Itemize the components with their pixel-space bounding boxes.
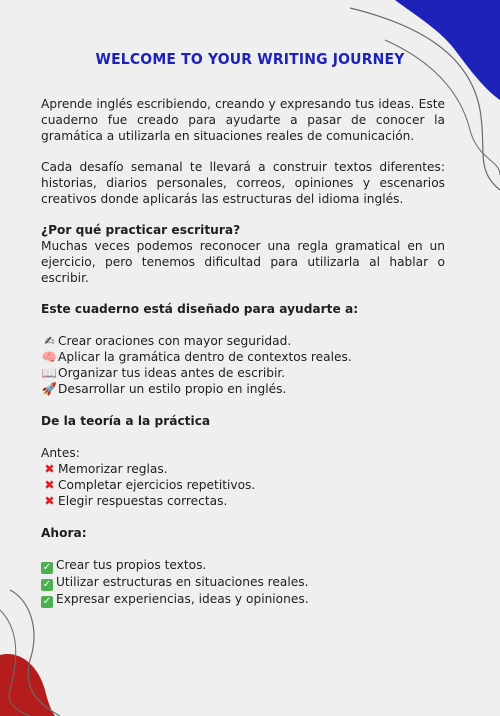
before-list: [41, 461, 445, 509]
list-item: ✖ Memorizar reglas.: [41, 461, 445, 477]
check-mark-icon: ✓: [42, 596, 52, 607]
cross-mark-icon: ✖: [44, 494, 55, 508]
list-item: 🚀Desarrollar un estilo propio en inglés.: [41, 382, 287, 396]
list-item: 📖Organizar tus ideas antes de escribir.: [41, 366, 286, 380]
benefits-list: [41, 333, 445, 397]
writing-hand-icon: ✍: [44, 334, 55, 348]
list-item: ✖ Elegir respuestas correctas.: [41, 493, 445, 509]
now-label: Ahora:: [41, 526, 87, 540]
intro-paragraph-1: Aprende inglés escribiendo, creando y expresando tus ideas. Este cuaderno fue creado para ayudarte a pasar de conocer la gramática a utilizarla en situaciones reales de comunicación.: [41, 97, 445, 143]
main-content: [41, 96, 445, 608]
list-item: ✖ Completar ejercicios repetitivos.: [41, 477, 445, 493]
check-mark-icon: ✓: [42, 562, 52, 573]
list-item: 🧠Aplicar la gramática dentro de contextos reales.: [41, 350, 352, 364]
cross-mark-icon: ✖: [44, 462, 55, 476]
why-paragraph: Muchas veces podemos reconocer una regla gramatical en un ejercicio, pero tenemos dificultad para utilizarla al hablar o escribir.: [41, 239, 445, 285]
red-corner-blob: [0, 654, 55, 716]
check-mark-icon: ✓: [42, 579, 52, 590]
rocket-icon: 🚀: [41, 382, 58, 396]
list-item: ✓ Utilizar estructuras en situaciones reales.: [42, 575, 309, 590]
list-item: ✍ Crear oraciones con mayor seguridad.: [41, 333, 445, 349]
now-list: [41, 557, 445, 608]
designed-heading: Este cuaderno está diseñado para ayudarte a:: [41, 302, 359, 316]
brain-icon: 🧠: [41, 350, 58, 364]
list-item: ✓ Expresar experiencias, ideas y opiniones.: [42, 592, 309, 607]
page-title: WELCOME TO YOUR WRITING JOURNEY: [95, 50, 405, 68]
book-icon: 📖: [41, 366, 58, 380]
theory-heading: De la teoría a la práctica: [41, 414, 211, 428]
why-heading: ¿Por qué practicar escritura?: [41, 223, 241, 237]
before-label: Antes:: [41, 446, 80, 460]
list-item: ✓ Crear tus propios textos.: [42, 558, 207, 573]
intro-paragraph-2: Cada desafío semanal te llevará a construir textos diferentes: historias, diarios personales, correos, opiniones y escenarios creativos donde aplicarás las estructuras del idioma inglés.: [41, 160, 445, 206]
cross-mark-icon: ✖: [44, 478, 55, 492]
